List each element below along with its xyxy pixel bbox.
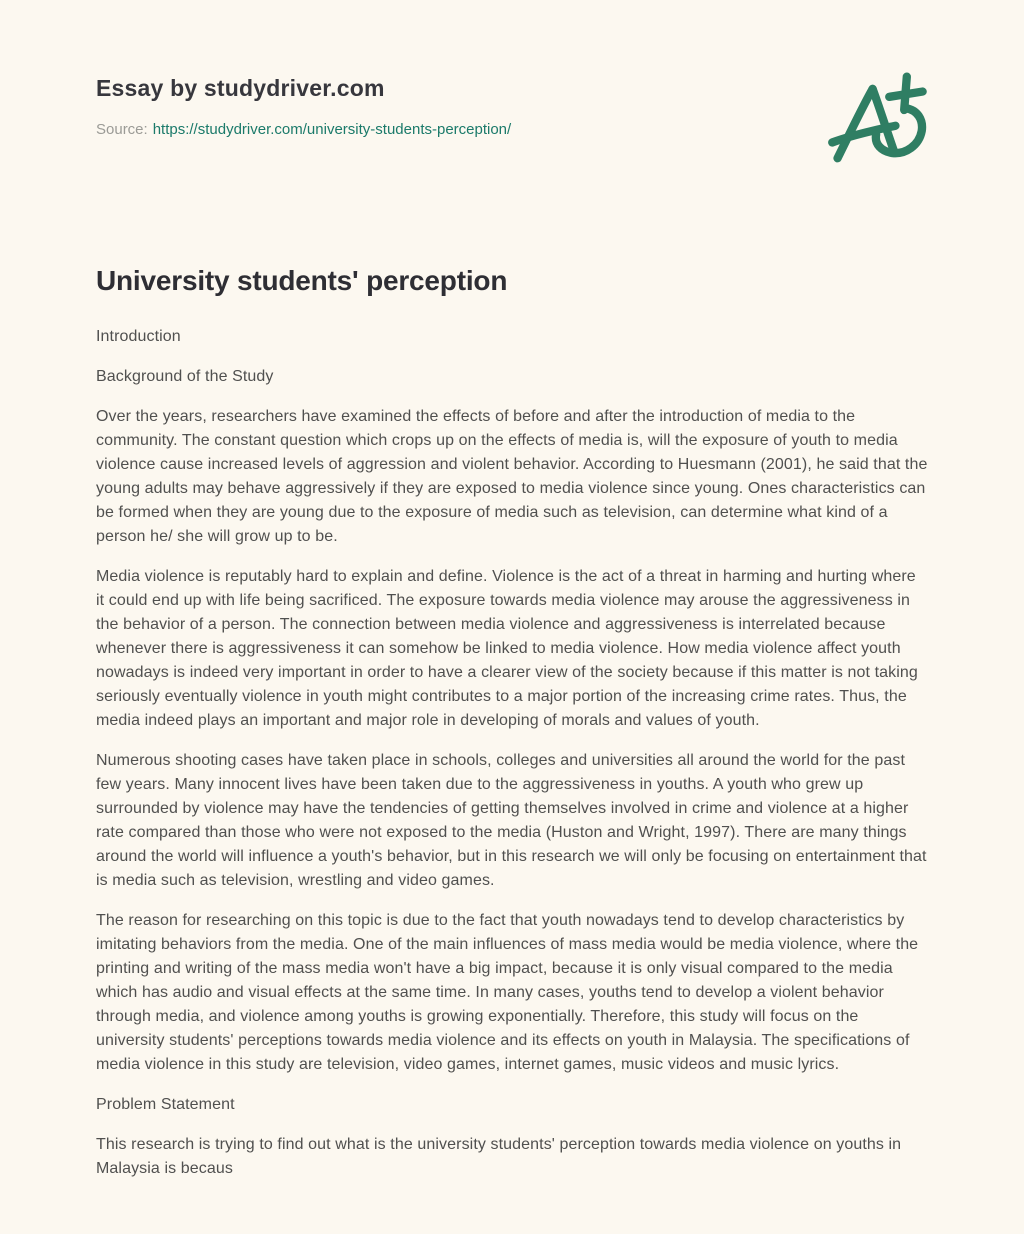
source-link[interactable]: https://studydriver.com/university-students-perception/: [152, 121, 512, 138]
page-header: [96, 74, 928, 177]
source-line: [96, 120, 511, 140]
studydriver-aplus-logo-icon: [820, 62, 934, 177]
essay-content: [96, 325, 928, 1181]
section-label-problem-statement: Problem Statement: [96, 1096, 235, 1113]
essay-paragraph: Over the years, researchers have examined the effects of before and after the introduction of media to the community. The constant question which crops up on the effects of media is, will the exposure of youth to media violence cause increased levels of aggression and violent behavior. According to Huesmann (2001), he said that the young adults may behave aggressively if they are exposed to media violence since young. Ones characteristics can be formed when they are young due to the exposure of media such as television, can determine what kind of a person he/ she will grow up to be.: [96, 408, 928, 545]
essay-paragraph: Media violence is reputably hard to explain and define. Violence is the act of a threat in harming and hurting where it could end up with life being sacrificed. The exposure towards media violence may arouse the aggressiveness in the behavior of a person. The connection between media violence and aggressiveness is interrelated because whenever there is aggressiveness it can somehow be linked to media violence. How media violence affect youth nowadays is indeed very important in order to have a clearer view of the society because if this matter is not taking seriously eventually violence in youth might contributes to a major portion of the increasing crime rates. Thus, the media indeed plays an important and major role in developing of morals and values of youth.: [96, 568, 918, 729]
header-left: [96, 74, 511, 140]
source-label: Source:: [96, 121, 148, 138]
section-label-background: Background of the Study: [96, 368, 274, 385]
essay-body: [96, 263, 928, 1181]
essay-title: University students' perception: [96, 265, 508, 296]
essay-paragraph: The reason for researching on this topic is due to the fact that youth nowadays tend to develop characteristics by imitating behaviors from the media. One of the main influences of mass media would be media violence, where the printing and writing of the mass media won't have a big impact, because it is only visual compared to the media which has audio and visual effects at the same time. In many cases, youths tend to develop a violent behavior through media, and violence among youths is growing exponentially. Therefore, this study will focus on the university students' perceptions towards media violence and its effects on youth in Malaysia. The specifications of media violence in this study are television, video games, internet games, music videos and music lyrics.: [96, 912, 919, 1073]
site-title: Essay by studydriver.com: [96, 75, 385, 101]
section-label-introduction: Introduction: [96, 328, 181, 345]
essay-paragraph-truncated: This research is trying to find out what is the university students' perception towards media violence on youths in Malaysia is becaus: [96, 1136, 902, 1177]
essay-paragraph: Numerous shooting cases have taken place in schools, colleges and universities all around the world for the past few years. Many innocent lives have been taken due to the aggressiveness in youths. A youth who grew up surrounded by violence may have the tendencies of getting themselves involved in crime and violence at a higher rate compared than those who were not exposed to the media (Huston and Wright, 1997). There are many things around the world will influence a youth's behavior, but in this research we will only be focusing on entertainment that is media such as television, wrestling and video games.: [96, 752, 927, 889]
